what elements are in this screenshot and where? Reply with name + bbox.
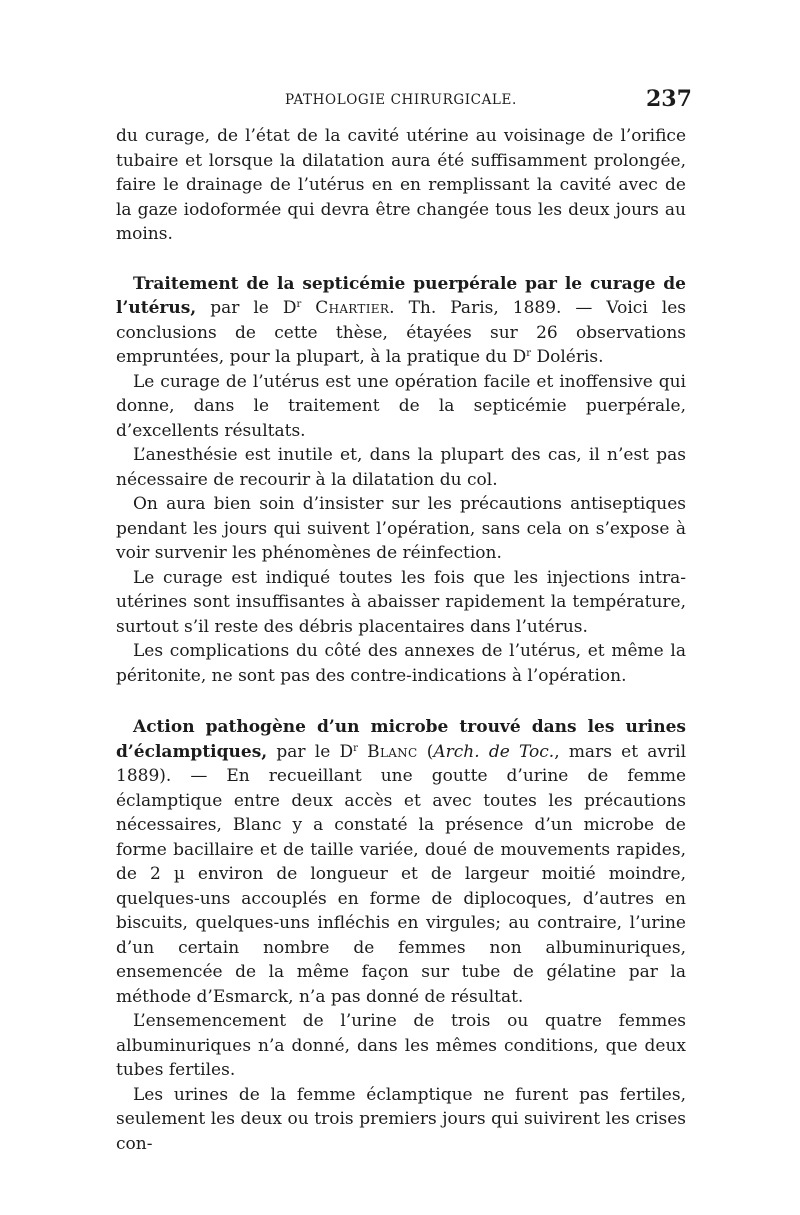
- section-1-author: Chartier: [315, 298, 390, 318]
- section-1-ref-sup: r: [526, 348, 532, 359]
- section-1-ref-end: Doléris.: [531, 347, 604, 367]
- section-1-paragraph: Le curage est indiqué toutes les fois que les injections intra-utérines sont insuffisantes à abaisser rapidement la température, surtout s’il reste des débris placentaires dans l’utérus.: [116, 567, 686, 637]
- section-1-ref: . Th. Paris, 1889. — Voici les conclusions de cette thèse, étayées sur 26 observations empruntées, pour la plupart, à la pratique du D: [116, 298, 686, 367]
- section-2-dr-sup: r: [353, 742, 358, 754]
- section-2-journal: Arch. de Toc.: [433, 741, 555, 762]
- section-1-paragraph: Les complications du côté des annexes de l’utérus, et même la péritonite, ne sont pas des contre-indications à l’opération.: [116, 641, 686, 686]
- section-1-paragraph: Le curage de l’utérus est une opération facile et inoffensive qui donne, dans le traitement de la septicémie puerpérale, d’excellents résultats.: [116, 371, 686, 441]
- section-2-title: Action pathogène d’un microbe trouvé dans les urines d’éclamptiques,: [116, 717, 686, 762]
- section-2-ref-rest: , mars et avril 1889). — En recueillant une goutte d’urine de femme éclamptique entre deux accès et avec toutes les précautions nécessaires, Blanc y a constaté la présence d’un microbe de forme bacillaire et de taille variée, doué de mouvements rapides, de 2 µ environ de longueur et de largeur moitié moindre, quelques-uns accouplés en forme de diplocoques, d’autres en biscuits, quelques-uns infléchis en virgules; au contraire, l’urine d’un certain nombre de femmes non albuminuriques, ensemencée de la même façon sur tube de gélatine par la méthode d’Esmarck, n’a pas donné de résultat.: [116, 741, 687, 1007]
- section-2-paragraph: L’ensemencement de l’urine de trois ou quatre femmes albuminuriques n’a donné, dans les mêmes conditions, que deux tubes fertiles.: [116, 1011, 686, 1080]
- section-2-heading-paragraph: [116, 715, 686, 1009]
- section-2-by: par le D: [267, 741, 354, 762]
- section-1-paragraph: L’anesthésie est inutile et, dans la plupart des cas, il n’est pas nécessaire de recourir à la dilatation du col.: [116, 445, 686, 490]
- section-2-ref-open: (: [417, 741, 434, 762]
- section-1-title: Traitement de la septicémie puerpérale par le curage de l’utérus,: [116, 273, 686, 318]
- section-2-paragraph: Les urines de la femme éclamptique ne furent pas fertiles, seulement les deux ou trois premiers jours qui suivirent les crises con-: [116, 1084, 686, 1154]
- section-1-dr-sup: r: [296, 299, 302, 310]
- section-1-heading-paragraph: [116, 272, 686, 370]
- intro-paragraph: du curage, de l’état de la cavité utérine au voisinage de l’orifice tubaire et lorsque la dilatation aura été suffisamment prolongée, faire le drainage de l’utérus en en remplissant la cavité avec de la gaze iodoformée qui devra être changée tous les deux jours au moins.: [116, 126, 686, 244]
- running-title: PATHOLOGIE CHIRURGICALE.: [285, 92, 517, 108]
- section-2-author: Blanc: [367, 741, 418, 762]
- section-1-paragraph: On aura bien soin d’insister sur les précautions antiseptiques pendant les jours qui suivent l’opération, sans cela on s’expose à voir survenir les phénomènes de réinfection.: [116, 494, 686, 563]
- page-body: [116, 124, 686, 1156]
- page-header: [0, 86, 800, 116]
- page-number: 237: [646, 86, 692, 112]
- section-1-by: par le D: [196, 298, 297, 318]
